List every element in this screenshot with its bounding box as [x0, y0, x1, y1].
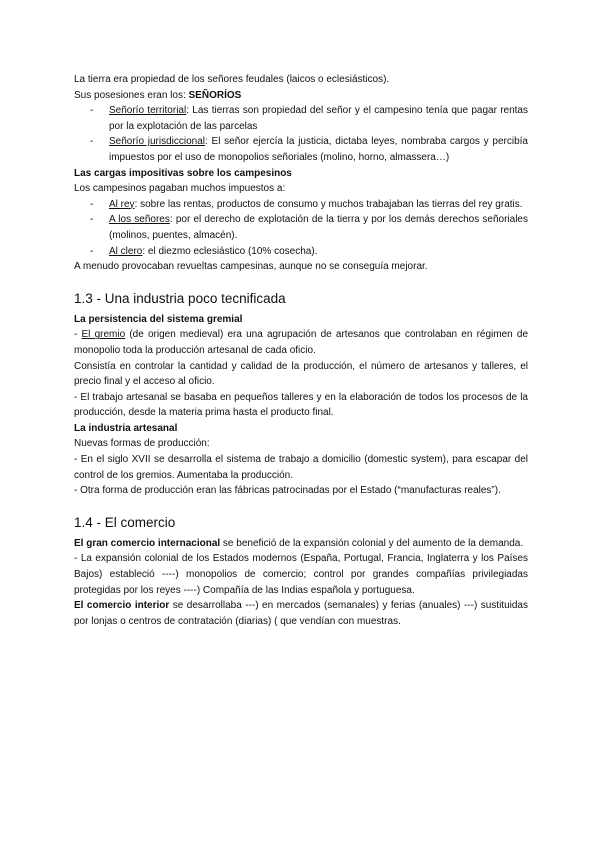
gremio-term: El gremio	[81, 329, 126, 341]
list-item	[74, 134, 528, 165]
dash-bullet: -	[90, 136, 94, 148]
manufacturas-paragraph: - Otra forma de producción eran las fábricas patrocinadas por el Estado (“manufacturas reales”).	[74, 485, 501, 497]
list-item	[74, 103, 528, 134]
senorio-text: : El señor ejercía la justicia, dictaba leyes, nombraba cargos y percibía impuestos por el uso de monopolios señoriales (molino, horno, almassera…)	[109, 136, 528, 163]
nuevas-formas-paragraph: Nuevas formas de producción:	[74, 438, 210, 450]
comercio-internacional-text: se benefició de la expansión colonial y del aumento de la demanda.	[220, 537, 524, 549]
comercio-interior-term: El comercio interior	[74, 600, 170, 612]
control-paragraph: Consistía en controlar la cantidad y calidad de la producción, el número de artesanos y talleres, el precio final y el acceso al oficio.	[74, 360, 528, 388]
section-1-4-title: 1.4 - El comercio	[74, 514, 176, 530]
intro-line-2-prefix: Sus posesiones eran los:	[74, 89, 189, 101]
cargas-closing: A menudo provocaban revueltas campesinas, aunque no se conseguía mejorar.	[74, 261, 428, 273]
expansion-colonial-paragraph: - La expansión colonial de los Estados modernos (España, Portugal, Francia, Inglaterra y los Países Bajos) estableció ----) monopolios de comercio; control por grandes compañías privilegiadas protegidas por los reyes ----) Compañía de las Indias española y portuguesa.	[74, 553, 528, 596]
section-1-3-title: 1.3 - Una industria poco tecnificada	[74, 290, 286, 306]
carga-text: : sobre las rentas, productos de consumo y muchos trabajaban las tierras del rey gratis.	[134, 198, 523, 210]
gremio-paragraph	[74, 327, 528, 358]
cargas-heading: Las cargas impositivas sobre los campesinos	[74, 167, 292, 179]
carga-term: Al rey	[109, 198, 135, 210]
gremio-prefix: -	[74, 329, 82, 341]
senorio-term: Señorío territorial	[109, 105, 187, 117]
dash-bullet: -	[90, 105, 94, 117]
carga-term: Al clero	[109, 245, 143, 257]
list-item	[74, 212, 528, 243]
industria-artesanal-heading: La industria artesanal	[74, 422, 178, 434]
carga-text: : por el derecho de explotación de la tierra y por los demás derechos señoriales (molinos, puentes, almacén).	[109, 214, 528, 241]
senorios-heading: SEÑORÍOS	[188, 89, 242, 101]
document-page	[74, 72, 528, 629]
comercio-internacional-term: El gran comercio internacional	[74, 537, 221, 549]
comercio-interior-text: se desarrollaba ---) en mercados (semanales) y ferias (anuales) ---) sustituidas por lonjas o centros de contratación (diarias) ( que vendían con muestras.	[74, 600, 528, 627]
comercio-internacional-paragraph	[74, 536, 528, 552]
senorio-term: Señorío jurisdiccional	[109, 136, 206, 148]
comercio-interior-paragraph	[74, 598, 528, 629]
intro-line-1: La tierra era propiedad de los señores feudales (laicos o eclesiásticos).	[74, 74, 390, 85]
gremio-text: (de origen medieval) era una agrupación de artesanos que controlaban en régimen de monopolio toda la producción artesanal de cada oficio.	[74, 329, 528, 356]
domestic-system-paragraph: - En el siglo XVII se desarrolla el sistema de trabajo a domicilio (domestic system), para escapar del control de los gremios. Aumentaba la producción.	[74, 454, 528, 481]
dash-bullet: -	[90, 214, 94, 226]
dash-bullet: -	[90, 198, 94, 210]
senorios-list	[74, 103, 528, 165]
cargas-list	[74, 197, 528, 259]
trabajo-paragraph: - El trabajo artesanal se basaba en pequeños talleres y en la elaboración de todos los procesos de la producción, desde la materia prima hasta el producto final.	[74, 391, 528, 419]
gremial-heading: La persistencia del sistema gremial	[74, 313, 243, 325]
dash-bullet: -	[90, 245, 94, 257]
list-item	[74, 197, 528, 213]
carga-text: : el diezmo eclesiástico (10% cosecha).	[142, 245, 318, 257]
list-item	[74, 244, 528, 260]
senorio-text: : Las tierras son propiedad del señor y el campesino tenía que pagar rentas por la explotación de las parcelas	[109, 105, 528, 132]
carga-term: A los señores	[109, 214, 170, 226]
intro-line-2	[74, 88, 528, 104]
cargas-intro: Los campesinos pagaban muchos impuestos a:	[74, 183, 286, 195]
